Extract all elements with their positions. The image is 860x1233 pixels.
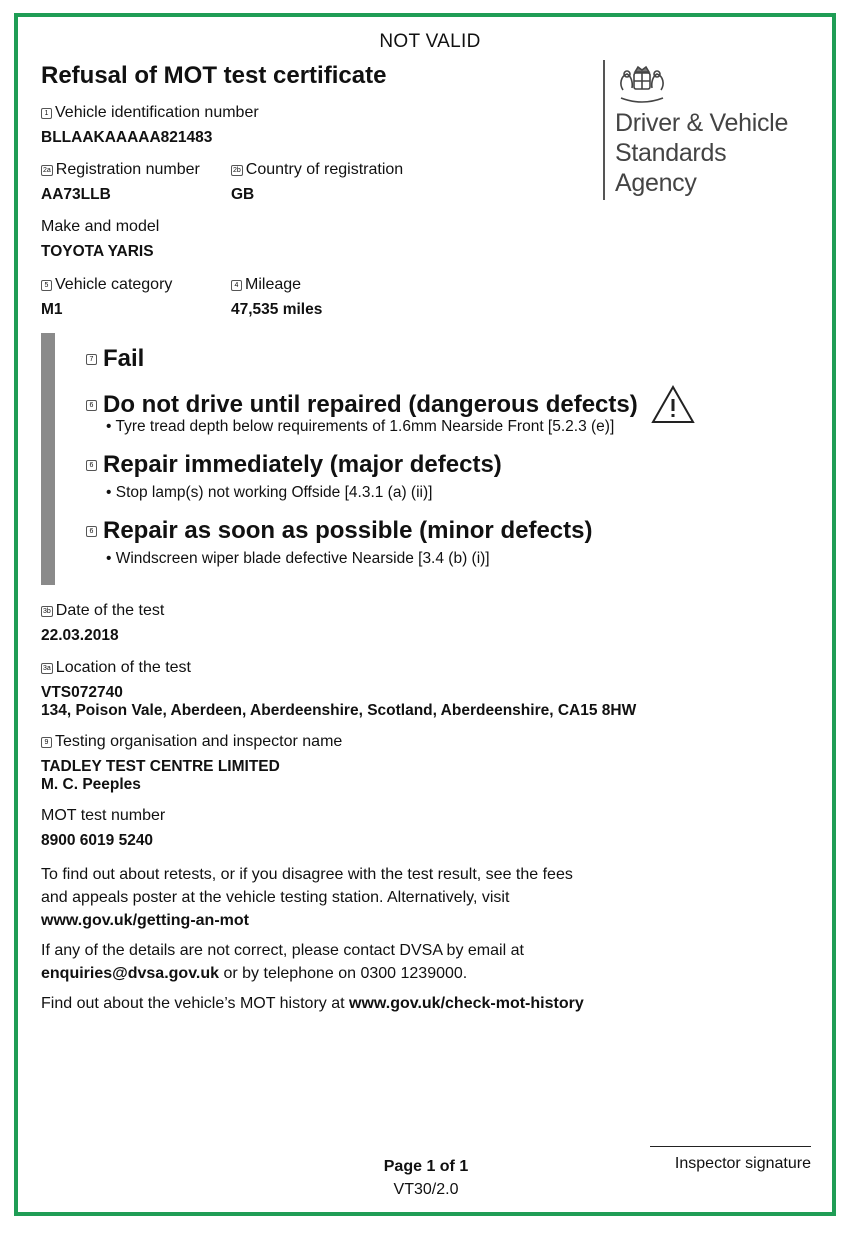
- agency-name-line: Standards: [615, 139, 727, 167]
- field-number: 6: [86, 526, 97, 537]
- field-organisation: [41, 732, 342, 793]
- field-number: 5: [41, 280, 52, 291]
- defect-item: • Tyre tread depth below requirements of 1.6mm Nearside Front [5.2.3 (e)]: [106, 418, 615, 435]
- retest-text: To find out about retests, or if you disagree with the test result, see the fees: [41, 866, 573, 883]
- contact-phone-text: or by telephone on 0300 1239000.: [219, 965, 468, 982]
- field-number: 4: [231, 280, 242, 291]
- defect-item: • Windscreen wiper blade defective Nearside [3.4 (b) (i)]: [106, 550, 490, 567]
- inspector-name: M. C. Peeples: [41, 776, 141, 793]
- field-label: MOT test number: [41, 807, 166, 824]
- field-label: Registration number: [55, 161, 200, 178]
- getting-an-mot-link[interactable]: www.gov.uk/getting-an-mot: [41, 912, 249, 929]
- logo-rule: [603, 60, 605, 200]
- agency-name-line: Agency: [615, 169, 697, 197]
- field-category: [41, 275, 172, 319]
- field-number: 7: [86, 354, 97, 365]
- field-test-location: [41, 658, 636, 719]
- result-heading: Repair as soon as possible (minor defects): [103, 517, 593, 544]
- result-bar: [41, 333, 55, 585]
- field-vin: [41, 103, 259, 147]
- history-text: Find out about the vehicle’s MOT history at: [41, 995, 350, 1012]
- field-label: Vehicle identification number: [55, 104, 259, 121]
- field-value: AA73LLB: [41, 186, 111, 203]
- result-outcome: [86, 345, 144, 373]
- field-label: Country of registration: [245, 161, 404, 178]
- test-address: 134, Poison Vale, Aberdeen, Aberdeenshire, Scotland, Aberdeenshire, CA15 8HW: [41, 702, 637, 719]
- field-number: 6: [86, 460, 97, 471]
- field-number: 9: [41, 737, 52, 748]
- field-label: Mileage: [245, 276, 302, 293]
- signature-line: [650, 1146, 811, 1147]
- field-label: Date of the test: [55, 602, 165, 619]
- field-value: GB: [231, 186, 255, 203]
- field-mileage: [231, 275, 322, 319]
- field-country: [231, 160, 403, 204]
- field-number: 6: [86, 400, 97, 411]
- field-number: 2b: [233, 166, 241, 174]
- field-number: 3b: [43, 607, 51, 615]
- contact-info: [41, 939, 524, 985]
- page-number: Page 1 of 1: [383, 1158, 469, 1175]
- agency-name: [615, 108, 788, 198]
- field-make-model: [41, 217, 159, 261]
- contact-text: If any of the details are not correct, please contact DVSA by email at: [41, 942, 524, 959]
- field-number: 2a: [43, 166, 51, 174]
- field-test-date: [41, 601, 164, 645]
- field-number: 3a: [43, 664, 51, 672]
- field-value: BLLAAKAAAAA821483: [41, 129, 213, 146]
- field-label: Testing organisation and inspector name: [55, 733, 343, 750]
- result-heading: Repair immediately (major defects): [103, 451, 502, 478]
- defect-item: • Stop lamp(s) not working Offside [4.3.1 (a) (ii)]: [106, 484, 433, 501]
- result-heading: Do not drive until repaired (dangerous defects): [103, 391, 638, 418]
- signature-label: Inspector signature: [674, 1155, 811, 1172]
- retest-info: [41, 863, 573, 932]
- field-value: TADLEY TEST CENTRE LIMITED: [41, 758, 280, 775]
- field-label: Vehicle category: [55, 276, 173, 293]
- field-value: 47,535 miles: [231, 301, 323, 318]
- result-heading: Fail: [103, 345, 145, 372]
- field-value: 8900 6019 5240: [41, 832, 154, 849]
- royal-crest-icon: [615, 64, 669, 106]
- test-result-section: [41, 333, 741, 585]
- contact-email-link[interactable]: enquiries@dvsa.gov.uk: [41, 965, 220, 982]
- field-number: 1: [41, 108, 52, 119]
- field-value: TOYOTA YARIS: [41, 243, 154, 260]
- field-value: VTS072740: [41, 684, 123, 701]
- agency-name-line: Driver & Vehicle: [615, 109, 789, 137]
- field-value: M1: [41, 301, 63, 318]
- minor-defects-heading: [86, 517, 592, 545]
- field-label: Make and model: [41, 218, 160, 235]
- field-label: Location of the test: [55, 659, 191, 676]
- status-banner: NOT VALID: [379, 31, 481, 52]
- major-defects-heading: [86, 451, 502, 479]
- warning-triangle-icon: [650, 384, 696, 426]
- field-test-number: [41, 806, 165, 850]
- retest-text: and appeals poster at the vehicle testing station. Alternatively, visit: [41, 889, 510, 906]
- mot-history-link[interactable]: www.gov.uk/check-mot-history: [349, 995, 584, 1012]
- field-registration: [41, 160, 200, 204]
- history-info: [41, 992, 584, 1015]
- page-title: Refusal of MOT test certificate: [41, 62, 387, 89]
- form-code: VT30/2.0: [393, 1181, 459, 1198]
- dvsa-logo: [603, 60, 818, 200]
- field-value: 22.03.2018: [41, 627, 119, 644]
